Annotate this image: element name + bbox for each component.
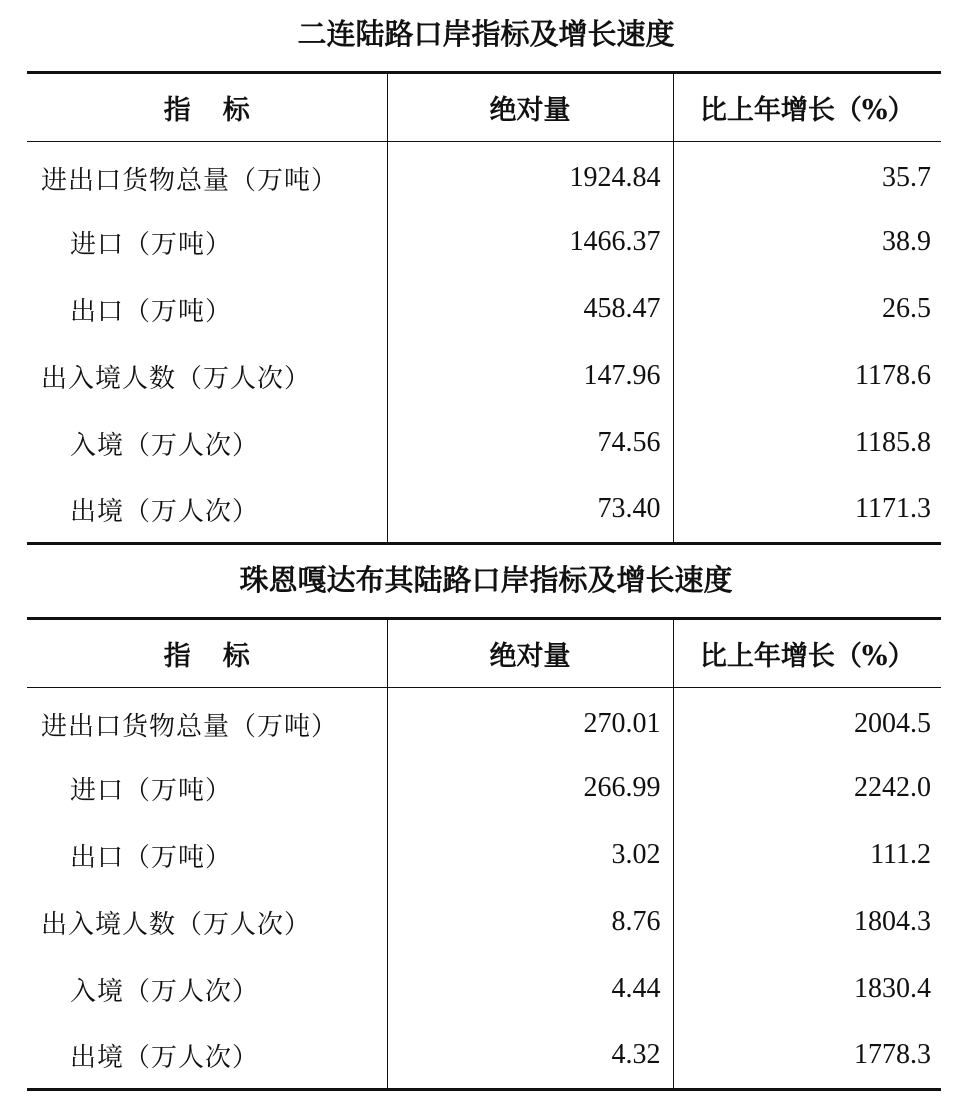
growth-rate-cell: 35.7 [673, 142, 941, 209]
absolute-value-cell: 458.47 [387, 276, 673, 343]
absolute-value-cell: 270.01 [387, 688, 673, 755]
growth-rate-cell: 1178.6 [673, 343, 941, 410]
table-row [27, 1023, 941, 1090]
indicator-cell: 出口（万吨） [70, 842, 233, 873]
header-growth: 比上年增长（%） [673, 73, 941, 142]
absolute-value-cell: 147.96 [387, 343, 673, 410]
absolute-value-cell: 4.44 [387, 956, 673, 1023]
growth-rate-cell: 26.5 [673, 276, 941, 343]
indicator-cell: 出境（万人次） [27, 1023, 387, 1090]
growth-rate-cell: 1185.8 [673, 410, 941, 477]
absolute-value-cell: 73.40 [387, 477, 673, 544]
header-indicator: 指标 [27, 619, 387, 688]
absolute-value-cell: 74.56 [387, 410, 673, 477]
table-title-erlian: 二连陆路口岸指标及增长速度 [297, 17, 675, 51]
growth-rate-cell: 1171.3 [673, 477, 941, 544]
table-row [27, 142, 941, 209]
absolute-value-cell: 4.32 [387, 1023, 673, 1090]
indicator-cell: 进出口货物总量（万吨） [41, 165, 339, 196]
table-row [27, 822, 941, 889]
header-indicator: 指标 [27, 73, 387, 142]
table-row [27, 410, 941, 477]
table-row [27, 276, 941, 343]
indicator-cell: 出入境人数（万人次） [41, 909, 312, 940]
indicator-cell: 入境（万人次） [70, 430, 260, 461]
growth-rate-cell: 2242.0 [673, 755, 941, 822]
indicator-cell: 入境（万人次） [70, 976, 260, 1007]
growth-rate-cell: 2004.5 [673, 688, 941, 755]
header-growth: 比上年增长（%） [673, 619, 941, 688]
table-row [27, 343, 941, 410]
table-row [27, 956, 941, 1023]
growth-rate-cell: 111.2 [673, 822, 941, 889]
absolute-value-cell: 1924.84 [387, 142, 673, 209]
header-row [27, 73, 941, 142]
indicator-cell: 出境（万人次） [27, 477, 387, 544]
table-row [27, 477, 941, 544]
header-absolute: 绝对量 [387, 619, 673, 688]
table-row [27, 209, 941, 276]
growth-rate-cell: 1804.3 [673, 889, 941, 956]
indicator-cell: 进出口货物总量（万吨） [41, 711, 339, 742]
erlian-port-table [27, 71, 941, 545]
indicator-cell: 进口（万吨） [70, 775, 233, 806]
table-row [27, 889, 941, 956]
absolute-value-cell: 1466.37 [387, 209, 673, 276]
growth-rate-cell: 1830.4 [673, 956, 941, 1023]
indicator-cell: 出入境人数（万人次） [41, 363, 312, 394]
header-absolute: 绝对量 [387, 73, 673, 142]
absolute-value-cell: 8.76 [387, 889, 673, 956]
growth-rate-cell: 38.9 [673, 209, 941, 276]
header-row [27, 619, 941, 688]
absolute-value-cell: 266.99 [387, 755, 673, 822]
absolute-value-cell: 3.02 [387, 822, 673, 889]
zhuengadabuqi-port-table [27, 617, 941, 1091]
table-row [27, 688, 941, 755]
indicator-cell: 进口（万吨） [70, 229, 233, 260]
table-title-zhuengadabuqi: 珠恩嘎达布其陆路口岸指标及增长速度 [239, 563, 733, 597]
growth-rate-cell: 1778.3 [673, 1023, 941, 1090]
table-row [27, 755, 941, 822]
indicator-cell: 出口（万吨） [70, 296, 233, 327]
